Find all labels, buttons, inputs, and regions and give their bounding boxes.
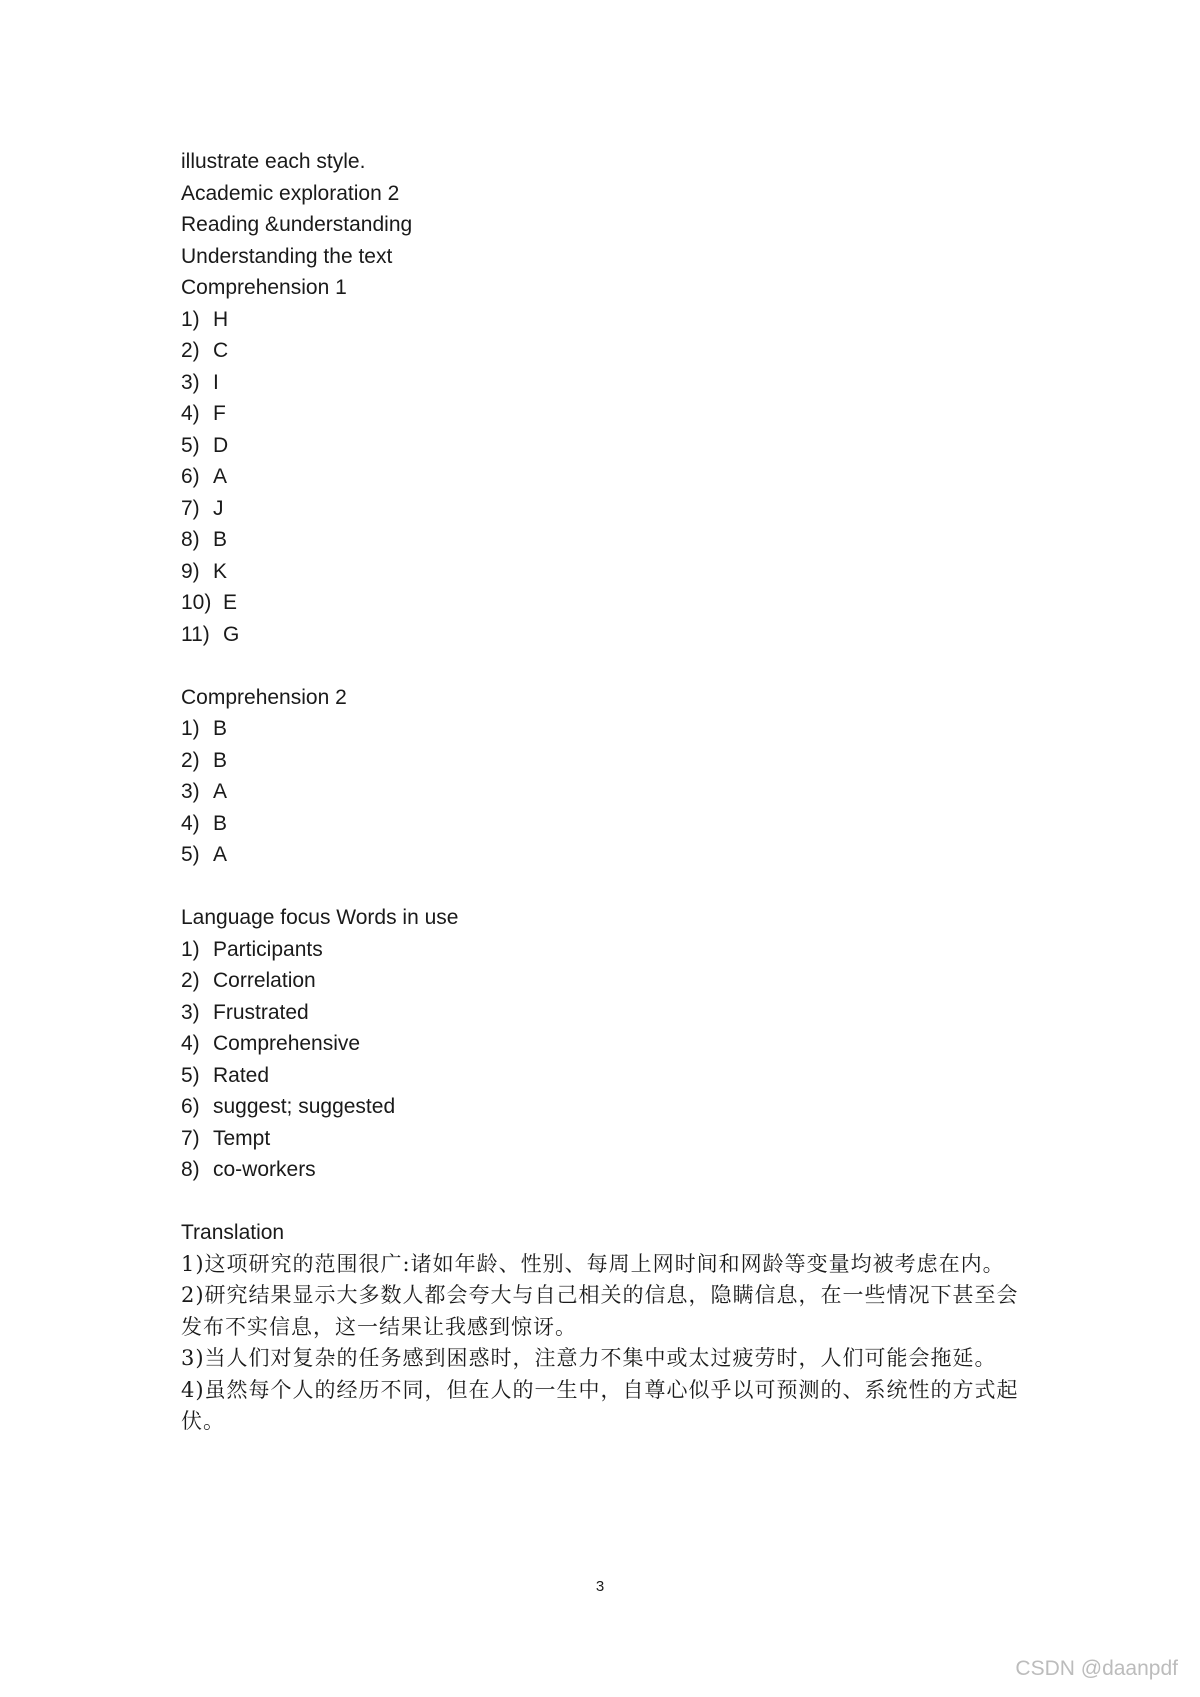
list-item — [181, 808, 1031, 840]
list-item — [181, 934, 1031, 966]
item-number: 6) — [181, 1095, 200, 1118]
item-answer: Comprehensive — [213, 1032, 361, 1055]
comprehension1-list — [181, 304, 1031, 651]
list-item — [181, 587, 1031, 619]
comprehension1-title: Comprehension 1 — [181, 276, 347, 299]
item-number: 1) — [181, 937, 200, 961]
list-item — [181, 398, 1031, 430]
item-answer: B — [213, 811, 228, 835]
item-number: 2) — [181, 748, 200, 772]
item-answer: E — [223, 591, 238, 614]
list-item — [181, 745, 1031, 777]
item-number: 5) — [181, 1063, 200, 1087]
item-answer: co-workers — [213, 1158, 316, 1181]
item-number: 5) — [181, 433, 200, 457]
item-number: 9) — [181, 559, 200, 583]
item-answer: B — [213, 717, 228, 740]
item-answer: J — [213, 496, 224, 520]
list-item — [181, 430, 1031, 462]
item-answer: suggest; suggested — [213, 1095, 396, 1118]
item-answer: F — [213, 402, 226, 425]
list-item — [181, 1091, 1031, 1123]
item-number: 3) — [181, 780, 200, 803]
list-item — [181, 335, 1031, 367]
list-item — [181, 776, 1031, 808]
translation-item: 2)研究结果显示大多数人都会夸大与自己相关的信息，隐瞒信息，在一些情况下甚至会发布不实信息，这一结果让我感到惊讶。 — [181, 1283, 1019, 1339]
list-item — [181, 1060, 1031, 1092]
translation-title: Translation — [181, 1221, 285, 1244]
item-answer: H — [213, 307, 229, 331]
list-item — [181, 1154, 1031, 1186]
list-item — [181, 461, 1031, 493]
item-answer: Frustrated — [213, 1000, 309, 1024]
list-item — [181, 713, 1031, 745]
list-item — [181, 965, 1031, 997]
translation-item: 1)这项研究的范围很广:诸如年龄、性别、每周上网时间和网龄等变量均被考虑在内。 — [181, 1251, 1005, 1276]
list-item — [181, 839, 1031, 871]
item-number: 1) — [181, 717, 200, 740]
item-answer: Rated — [213, 1063, 270, 1087]
item-number: 11) — [181, 622, 210, 646]
item-number: 1) — [181, 307, 200, 331]
item-number: 2) — [181, 339, 200, 362]
subheading: Understanding the text — [181, 244, 393, 268]
item-number: 4) — [181, 1032, 200, 1055]
comprehension2-list — [181, 713, 1031, 871]
item-number: 2) — [181, 969, 200, 992]
item-number: 4) — [181, 811, 200, 835]
words-in-use-title: Language focus Words in use — [181, 906, 459, 929]
item-number: 3) — [181, 1000, 200, 1024]
comprehension2-title: Comprehension 2 — [181, 685, 347, 709]
item-answer: A — [213, 465, 228, 488]
words-in-use-list — [181, 934, 1031, 1186]
item-answer: K — [213, 559, 228, 583]
item-number: 10) — [181, 591, 212, 614]
list-item — [181, 556, 1031, 588]
item-answer: Tempt — [213, 1126, 271, 1150]
item-answer: B — [213, 528, 228, 551]
list-item — [181, 1123, 1031, 1155]
item-answer: Correlation — [213, 969, 316, 992]
translation-list — [181, 1249, 1031, 1438]
list-item — [181, 367, 1031, 399]
item-number: 7) — [181, 1126, 200, 1150]
item-answer: Participants — [213, 937, 323, 961]
item-answer: I — [213, 370, 219, 394]
page-number: 3 — [595, 1578, 605, 1595]
item-number: 5) — [181, 843, 200, 866]
list-item — [181, 997, 1031, 1029]
list-item — [181, 1028, 1031, 1060]
list-item — [181, 619, 1031, 651]
subsection-title: Reading &understanding — [181, 213, 413, 236]
watermark: CSDN @daanpdf — [1015, 1657, 1178, 1680]
item-number: 8) — [181, 528, 200, 551]
item-answer: G — [223, 622, 240, 646]
list-item — [181, 524, 1031, 556]
continuation-text: illustrate each style. — [181, 150, 366, 173]
item-answer: B — [213, 748, 228, 772]
item-answer: A — [213, 780, 228, 803]
item-answer: A — [213, 843, 228, 866]
item-number: 6) — [181, 465, 200, 488]
item-answer: D — [213, 433, 229, 457]
list-item — [181, 304, 1031, 336]
item-number: 8) — [181, 1158, 200, 1181]
item-number: 4) — [181, 402, 200, 425]
document-body — [181, 146, 1031, 1438]
translation-item: 3)当人们对复杂的任务感到困惑时，注意力不集中或太过疲劳时，人们可能会拖延。 — [181, 1346, 997, 1370]
translation-item: 4)虽然每个人的经历不同，但在人的一生中，自尊心似乎以可预测的、系统性的方式起伏。 — [181, 1377, 1019, 1433]
item-number: 7) — [181, 496, 200, 520]
item-answer: C — [213, 339, 229, 362]
item-number: 3) — [181, 370, 200, 394]
section-title: Academic exploration 2 — [181, 181, 400, 205]
list-item — [181, 493, 1031, 525]
